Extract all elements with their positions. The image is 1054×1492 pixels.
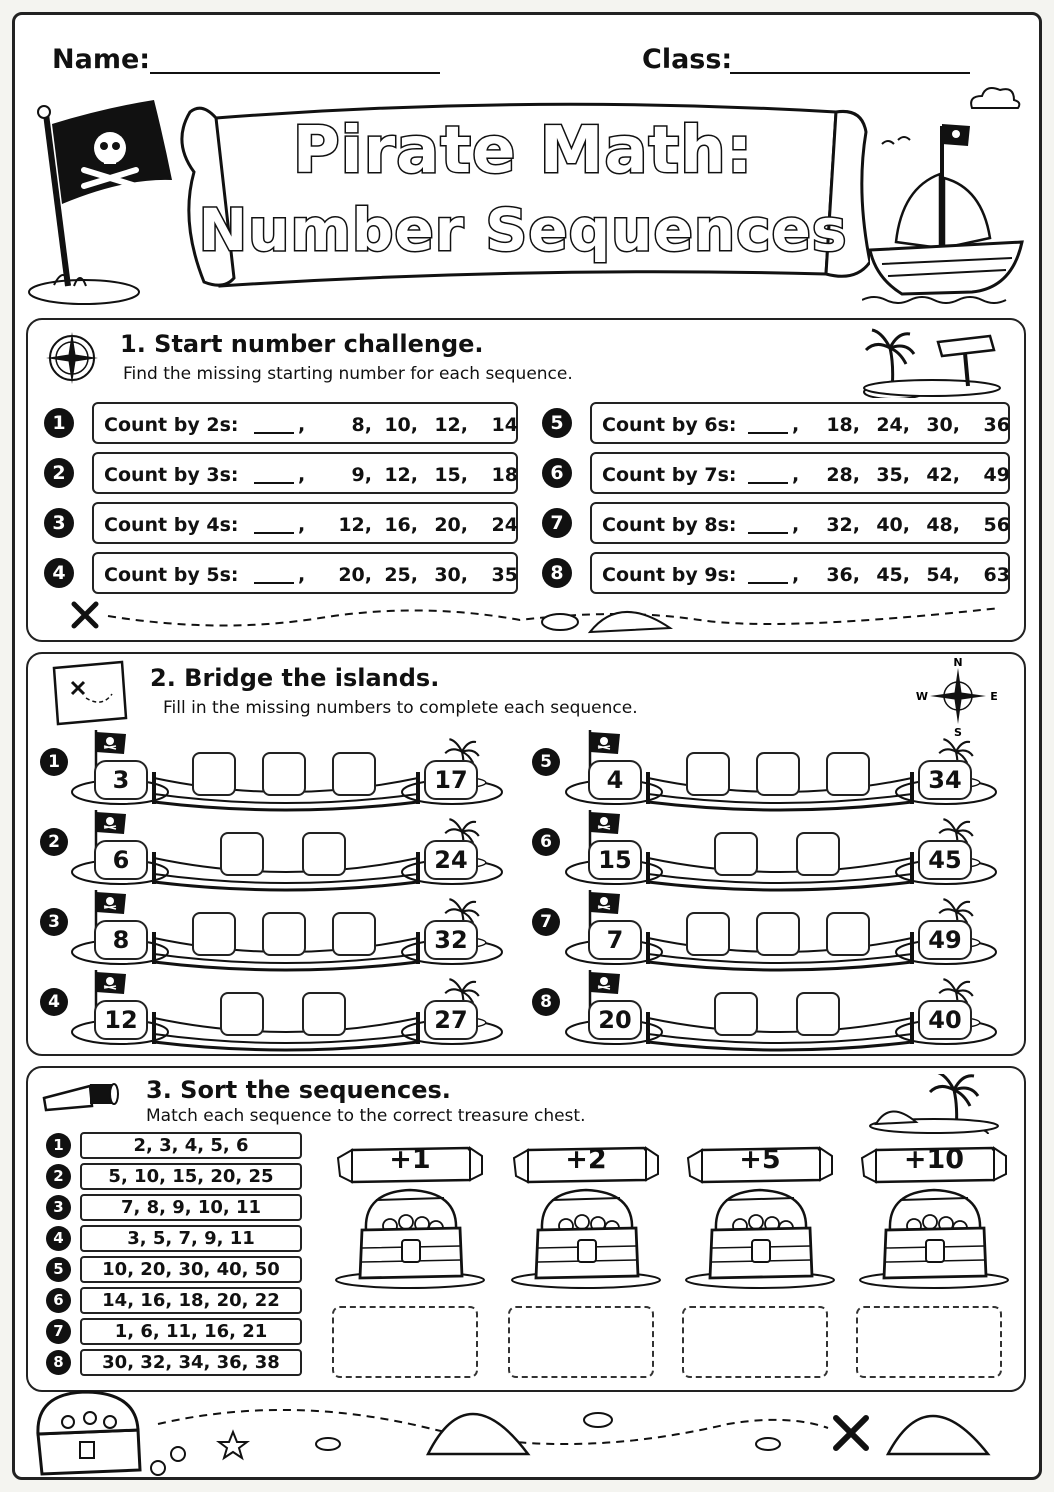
start-island-number: 12	[94, 1000, 148, 1040]
count-label: Count by 6s:	[602, 414, 737, 436]
compass-n: N	[953, 656, 963, 669]
name-field[interactable]	[150, 46, 440, 74]
sequence-number: 36	[983, 414, 1010, 436]
title-line-1: Pirate Math:	[292, 114, 754, 188]
item-number-badge: 5	[532, 748, 560, 776]
bridge-row	[70, 808, 506, 894]
sequence-number: 15,	[434, 464, 468, 486]
end-island-number: 34	[918, 760, 972, 800]
sequence-card[interactable]: 7, 8, 9, 10, 11	[80, 1194, 302, 1221]
comma: ,	[792, 564, 800, 586]
item-number-badge: 4	[44, 558, 74, 588]
missing-number-box[interactable]	[192, 912, 236, 956]
signpost-icon	[938, 336, 994, 386]
palm-tree-icon	[860, 1074, 1010, 1134]
missing-number-box[interactable]	[220, 992, 264, 1036]
comma: ,	[298, 464, 306, 486]
sequence-number: 63	[983, 564, 1010, 586]
missing-number-box[interactable]	[686, 752, 730, 796]
item-number-badge: 1	[44, 408, 74, 438]
sequence-number: 56	[983, 514, 1010, 536]
item-number-badge: 3	[40, 908, 68, 936]
section-2-subtitle: Fill in the missing numbers to complete each sequence.	[163, 698, 638, 718]
chest-rule-label: +5	[739, 1144, 781, 1175]
missing-number-box[interactable]	[262, 912, 306, 956]
sequence-number: 25,	[384, 564, 418, 586]
class-label: Class:	[642, 44, 733, 75]
comma: ,	[792, 514, 800, 536]
start-island-number: 8	[94, 920, 148, 960]
sequence-card[interactable]: 10, 20, 30, 40, 50	[80, 1256, 302, 1283]
spyglass-icon	[40, 1076, 120, 1116]
compass-s: S	[954, 726, 962, 739]
section-1-title: 1. Start number challenge.	[120, 330, 484, 358]
item-number-badge: 2	[40, 828, 68, 856]
bridge-row	[564, 968, 1000, 1054]
chest-rule-label: +1	[389, 1144, 431, 1175]
sequence-number: 8,	[351, 414, 372, 436]
end-island-number: 40	[918, 1000, 972, 1040]
item-number-badge: 6	[542, 458, 572, 488]
starfish-icon	[219, 1432, 247, 1458]
item-number-badge: 8	[532, 988, 560, 1016]
answer-blank[interactable]	[748, 566, 788, 584]
bridge-row	[564, 888, 1000, 974]
item-number-badge: 6	[46, 1288, 71, 1313]
item-number-badge: 1	[46, 1133, 71, 1158]
count-label: Count by 5s:	[104, 564, 239, 586]
answer-blank[interactable]	[748, 416, 788, 434]
sequence-card[interactable]: 30, 32, 34, 36, 38	[80, 1349, 302, 1376]
title-banner	[176, 98, 870, 294]
item-number-badge: 7	[532, 908, 560, 936]
missing-number-box[interactable]	[302, 832, 346, 876]
treasure-map-icon	[46, 658, 130, 728]
missing-number-box[interactable]	[686, 912, 730, 956]
sequence-number: 40,	[876, 514, 910, 536]
item-number-badge: 7	[542, 508, 572, 538]
sequence-number: 42,	[926, 464, 960, 486]
treasure-chest-icon	[854, 1140, 1014, 1290]
count-sequence-box	[590, 452, 1010, 494]
bridge-row	[564, 728, 1000, 814]
item-number-badge: 6	[532, 828, 560, 856]
end-island-number: 32	[424, 920, 478, 960]
count-sequence-box	[590, 502, 1010, 544]
bridge-row	[70, 728, 506, 814]
missing-number-box[interactable]	[332, 752, 376, 796]
sequence-number: 35,	[876, 464, 910, 486]
sequence-number: 32,	[826, 514, 860, 536]
sequence-card[interactable]: 5, 10, 15, 20, 25	[80, 1163, 302, 1190]
end-island-number: 45	[918, 840, 972, 880]
end-island-number: 27	[424, 1000, 478, 1040]
item-number-badge: 2	[44, 458, 74, 488]
count-sequence-box	[92, 452, 518, 494]
sequence-card[interactable]: 1, 6, 11, 16, 21	[80, 1318, 302, 1345]
bridge-row	[564, 808, 1000, 894]
section-3-subtitle: Match each sequence to the correct treasure chest.	[146, 1106, 586, 1126]
sequence-number: 20,	[434, 514, 468, 536]
end-island-number: 17	[424, 760, 478, 800]
item-number-badge: 5	[542, 408, 572, 438]
compass-w: W	[915, 690, 929, 703]
item-number-badge: 4	[40, 988, 68, 1016]
cloud-icon	[966, 84, 1022, 114]
item-number-badge: 4	[46, 1226, 71, 1251]
missing-number-box[interactable]	[826, 752, 870, 796]
sequence-card[interactable]: 2, 3, 4, 5, 6	[80, 1132, 302, 1159]
sequence-number: 24,	[876, 414, 910, 436]
count-sequence-box	[590, 402, 1010, 444]
palm-tree-icon	[852, 322, 1002, 398]
sequence-number: 45,	[876, 564, 910, 586]
missing-number-box[interactable]	[714, 832, 758, 876]
sequence-number: 12,	[384, 464, 418, 486]
start-island-number: 15	[588, 840, 642, 880]
missing-number-box[interactable]	[796, 832, 840, 876]
missing-number-box[interactable]	[192, 752, 236, 796]
missing-number-box[interactable]	[332, 912, 376, 956]
sequence-number: 24	[491, 514, 518, 536]
sequence-card[interactable]: 14, 16, 18, 20, 22	[80, 1287, 302, 1314]
sequence-number: 20,	[338, 564, 372, 586]
chest-answer-box[interactable]	[856, 1306, 1002, 1378]
answer-blank[interactable]	[748, 466, 788, 484]
sequence-number: 16,	[384, 514, 418, 536]
chest-answer-box[interactable]	[508, 1306, 654, 1378]
section-2-title: 2. Bridge the islands.	[150, 664, 440, 692]
sequence-number: 18,	[826, 414, 860, 436]
comma: ,	[298, 564, 306, 586]
answer-blank[interactable]	[748, 516, 788, 534]
count-label: Count by 2s:	[104, 414, 239, 436]
item-number-badge: 1	[40, 748, 68, 776]
count-label: Count by 9s:	[602, 564, 737, 586]
sequence-number: 35	[491, 564, 518, 586]
chest-answer-box[interactable]	[682, 1306, 828, 1378]
section-1-subtitle: Find the missing starting number for each sequence.	[123, 364, 573, 384]
pirate-ship-icon	[862, 118, 1030, 304]
sequence-number: 18	[491, 464, 518, 486]
missing-number-box[interactable]	[756, 752, 800, 796]
item-number-badge: 2	[46, 1164, 71, 1189]
answer-blank[interactable]	[254, 466, 294, 484]
sequence-number: 12,	[338, 514, 372, 536]
missing-number-box[interactable]	[714, 992, 758, 1036]
item-number-badge: 3	[46, 1195, 71, 1220]
answer-blank[interactable]	[254, 516, 294, 534]
item-number-badge: 5	[46, 1257, 71, 1282]
chest-answer-box[interactable]	[332, 1306, 478, 1378]
sequence-number: 9,	[351, 464, 372, 486]
missing-number-box[interactable]	[756, 912, 800, 956]
chest-rule-label: +2	[565, 1144, 607, 1175]
count-sequence-box	[92, 402, 518, 444]
sequence-number: 36,	[826, 564, 860, 586]
end-island-number: 49	[918, 920, 972, 960]
comma: ,	[792, 414, 800, 436]
count-sequence-box	[92, 552, 518, 594]
start-island-number: 6	[94, 840, 148, 880]
sequence-number: 28,	[826, 464, 860, 486]
sequence-number: 14	[491, 414, 518, 436]
missing-number-box[interactable]	[826, 912, 870, 956]
count-label: Count by 3s:	[104, 464, 239, 486]
class-field[interactable]	[730, 46, 970, 74]
treasure-chest-icon	[330, 1140, 490, 1290]
item-number-badge: 3	[44, 508, 74, 538]
missing-number-box[interactable]	[302, 992, 346, 1036]
count-sequence-box	[92, 502, 518, 544]
treasure-chest-icon	[506, 1140, 666, 1290]
item-number-badge: 8	[542, 558, 572, 588]
missing-number-box[interactable]	[220, 832, 264, 876]
sequence-number: 30,	[434, 564, 468, 586]
answer-blank[interactable]	[254, 416, 294, 434]
treasure-chest-icon	[38, 1392, 140, 1474]
x-mark-icon	[74, 604, 96, 626]
compass-e: E	[990, 690, 998, 703]
missing-number-box[interactable]	[262, 752, 306, 796]
name-label: Name:	[52, 44, 151, 75]
comma: ,	[792, 464, 800, 486]
missing-number-box[interactable]	[796, 992, 840, 1036]
count-label: Count by 4s:	[104, 514, 239, 536]
treasure-chest-icon	[680, 1140, 840, 1290]
bridge-row	[70, 888, 506, 974]
sequence-number: 54,	[926, 564, 960, 586]
end-island-number: 24	[424, 840, 478, 880]
item-number-badge: 8	[46, 1350, 71, 1375]
answer-blank[interactable]	[254, 566, 294, 584]
sequence-number: 48,	[926, 514, 960, 536]
count-label: Count by 8s:	[602, 514, 737, 536]
treasure-path	[60, 594, 1020, 638]
chest-rule-label: +10	[903, 1144, 965, 1175]
compass-rose-icon	[42, 328, 102, 388]
title-line-2: Number Sequences	[198, 196, 848, 264]
start-island-number: 3	[94, 760, 148, 800]
count-label: Count by 7s:	[602, 464, 737, 486]
x-mark-icon	[836, 1418, 866, 1448]
sequence-number: 30,	[926, 414, 960, 436]
sequence-card[interactable]: 3, 5, 7, 9, 11	[80, 1225, 302, 1252]
start-island-number: 20	[588, 1000, 642, 1040]
count-sequence-box	[590, 552, 1010, 594]
bridge-row	[70, 968, 506, 1054]
sequence-number: 12,	[434, 414, 468, 436]
bottom-decoration	[28, 1384, 1022, 1480]
comma: ,	[298, 414, 306, 436]
item-number-badge: 7	[46, 1319, 71, 1344]
sequence-number: 10,	[384, 414, 418, 436]
start-island-number: 4	[588, 760, 642, 800]
comma: ,	[298, 514, 306, 536]
pirate-flag-icon	[24, 100, 174, 310]
section-3-title: 3. Sort the sequences.	[146, 1076, 451, 1104]
sequence-number: 49	[983, 464, 1010, 486]
start-island-number: 7	[588, 920, 642, 960]
